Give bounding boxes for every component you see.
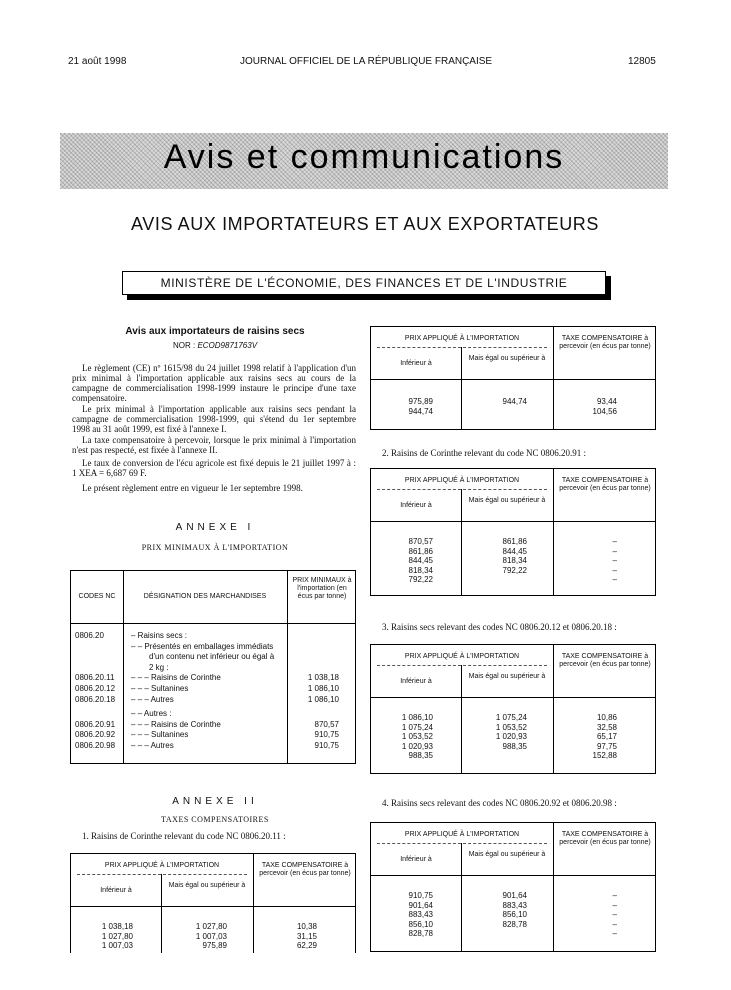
header-divider: [77, 874, 247, 875]
notice-paragraph-3: La taxe compensatoire à percevoir, lorsque le prix minimal à l'importation n'est pas respecté, est fixée à l'annexe II.: [72, 435, 356, 455]
section-title: AVIS AUX IMPORTATEURS ET AUX EXPORTATEURS: [130, 214, 600, 234]
row-code: 0806.20.98: [75, 741, 116, 750]
row-code: 0806.20: [75, 631, 104, 640]
row-inferieur: 1 007,03: [101, 941, 133, 950]
header-mais-egal: Mais égal ou supérieur à: [468, 851, 546, 858]
row-price: 910,75: [314, 730, 339, 740]
row-taxe: –: [612, 900, 617, 910]
column-rule: [553, 645, 554, 773]
header-mais-egal: Mais égal ou supérieur à: [168, 882, 246, 889]
row-inferieur: 1 053,52: [401, 732, 433, 741]
header-prix-applique: PRIX APPLIQUÉ À L'IMPORTATION: [404, 335, 520, 342]
row-inferieur: 1 020,93: [401, 741, 433, 751]
header-inferieur: Inférieur à: [400, 856, 432, 863]
column-rule: [461, 489, 462, 595]
row-price: 1 086,10: [307, 684, 339, 693]
col-header-codes: CODES NC: [78, 593, 116, 600]
header-inferieur: Inférieur à: [400, 502, 432, 509]
row-mais-egal: 1 027,80: [195, 922, 227, 931]
nor-label: NOR :: [172, 341, 196, 350]
header-inferieur: Inférieur à: [100, 887, 132, 894]
row-inferieur: 818,34: [408, 565, 433, 575]
row-price: 1 038,18: [307, 673, 339, 683]
row-taxe: 93,44: [596, 397, 617, 406]
header-divider: [377, 347, 547, 348]
nor-value: ECOD9871763V: [197, 341, 258, 350]
header-prix-applique: PRIX APPLIQUÉ À L'IMPORTATION: [404, 653, 520, 660]
table-1-caption: 1. Raisins de Corinthe relevant du code NC 0806.20.11 :: [82, 831, 286, 841]
row-taxe: 31,15: [296, 931, 317, 941]
row-price: 1 086,10: [307, 694, 339, 704]
row-mais-egal: 828,78: [502, 919, 527, 929]
annex-2-title: ANNEXE II: [172, 796, 258, 807]
row-mais-egal: 988,35: [502, 741, 527, 751]
row-inferieur: 1 038,18: [101, 922, 133, 931]
row-taxe: 62,29: [296, 941, 317, 950]
row-mais-egal: 844,45: [502, 546, 527, 556]
header-rule: [371, 521, 655, 522]
row-code: 0806.20.12: [75, 684, 116, 693]
header-journal: JOURNAL OFFICIEL DE LA RÉPUBLIQUE FRANÇAISE: [240, 56, 493, 67]
row-mais-egal: 818,34: [502, 556, 527, 565]
column-rule: [553, 469, 554, 595]
table-1-continued: [370, 326, 656, 430]
row-taxe: 152,88: [592, 751, 617, 760]
header-rule: [371, 379, 655, 380]
column-rule: [553, 823, 554, 951]
row-inferieur: 792,22: [408, 575, 433, 584]
row-code: 0806.20.92: [75, 730, 116, 740]
row-inferieur: 944,74: [408, 406, 433, 416]
notice-paragraph-2: Le prix minimal à l'importation applicable aux raisins secs pendant la campagne de commercialisation 1998-1999, qui s'étend du 1er septembre 1998 au 31 août 1999, est fixé à l'annexe I.: [72, 404, 356, 434]
header-divider: [377, 843, 547, 844]
header-rule: [371, 697, 655, 698]
row-inferieur: 856,10: [408, 919, 433, 929]
row-designation: 2 kg :: [149, 662, 169, 672]
row-mais-egal: 1 020,93: [495, 732, 527, 741]
table-3: [370, 644, 656, 774]
ministry-box: MINISTÈRE DE L'ÉCONOMIE, DES FINANCES ET DE L'INDUSTRIE: [122, 271, 606, 295]
row-mais-egal: 1 053,52: [495, 722, 527, 732]
notice-paragraph-5: Le présent règlement entre en vigueur le 1er septembre 1998.: [82, 483, 303, 493]
row-taxe: –: [612, 891, 617, 900]
row-inferieur: 1 027,80: [101, 931, 133, 941]
row-mais-egal: 883,43: [502, 900, 527, 910]
column-rule: [461, 843, 462, 951]
header-mais-egal: Mais égal ou supérieur à: [468, 497, 546, 504]
row-inferieur: 975,89: [408, 397, 433, 406]
row-inferieur: 870,57: [408, 537, 433, 546]
row-inferieur: 844,45: [408, 556, 433, 565]
row-taxe: –: [612, 575, 617, 584]
header-taxe-compensatoire: TAXE COMPENSATOIRE à percevoir (en écus par tonne): [559, 477, 651, 492]
header-inferieur: Inférieur à: [400, 360, 432, 367]
header-taxe-compensatoire: TAXE COMPENSATOIRE à percevoir (en écus par tonne): [559, 653, 651, 668]
notice-title: Avis aux importateurs de raisins secs: [125, 326, 305, 337]
row-mais-egal: 856,10: [502, 910, 527, 919]
row-code: 0806.20.91: [75, 719, 116, 729]
notice-paragraph-4: Le taux de conversion de l'écu agricole est fixé depuis le 21 juillet 1997 à : 1 XEA = 6,687 69 F.: [72, 458, 356, 478]
row-taxe: –: [612, 556, 617, 565]
row-inferieur: 901,64: [408, 900, 433, 910]
row-mais-egal: 975,89: [202, 941, 227, 950]
row-designation: – – – Autres: [131, 741, 174, 750]
row-taxe: 65,17: [596, 732, 617, 741]
row-designation: – – Autres :: [131, 709, 172, 719]
column-rule: [461, 665, 462, 773]
row-inferieur: 883,43: [408, 910, 433, 919]
row-mais-egal: 792,22: [502, 565, 527, 575]
row-taxe: 10,86: [596, 713, 617, 722]
row-taxe: 10,38: [296, 922, 317, 931]
row-taxe: 104,56: [592, 406, 617, 416]
row-mais-egal: 901,64: [502, 891, 527, 900]
row-taxe: –: [612, 910, 617, 919]
row-designation: – – – Sultanines: [131, 730, 189, 740]
row-mais-egal: 861,86: [502, 537, 527, 546]
row-inferieur: 1 075,24: [401, 722, 433, 732]
header-taxe-compensatoire: TAXE COMPENSATOIRE à percevoir (en écus par tonne): [559, 335, 651, 350]
row-taxe: –: [612, 929, 617, 938]
header-divider: [377, 665, 547, 666]
column-rule: [161, 874, 162, 953]
header-prix-applique: PRIX APPLIQUÉ À L'IMPORTATION: [104, 862, 220, 869]
header-prix-applique: PRIX APPLIQUÉ À L'IMPORTATION: [404, 477, 520, 484]
row-designation: – – – Raisins de Corinthe: [131, 719, 221, 729]
row-designation: – Raisins secs :: [131, 631, 188, 640]
row-designation: – – – Raisins de Corinthe: [131, 673, 221, 683]
table-1: [70, 853, 356, 953]
row-inferieur: 828,78: [408, 929, 433, 938]
row-designation: – – – Sultanines: [131, 684, 189, 693]
row-code: 0806.20.18: [75, 694, 116, 704]
annex-1-table: [70, 570, 356, 764]
annex-2-subtitle: TAXES COMPENSATOIRES: [161, 815, 269, 824]
row-taxe: –: [612, 919, 617, 929]
table-3-caption: 3. Raisins secs relevant des codes NC 0806.20.12 et 0806.20.18 :: [382, 622, 617, 632]
row-price: 870,57: [314, 719, 339, 729]
notice-nor: [70, 341, 360, 350]
table-4-caption: 4. Raisins secs relevant des codes NC 0806.20.92 et 0806.20.98 :: [382, 798, 617, 808]
col-header-designation: DÉSIGNATION DES MARCHANDISES: [143, 593, 267, 600]
header-rule: [371, 875, 655, 876]
row-taxe: –: [612, 537, 617, 546]
banner-title: Avis et communications: [163, 138, 565, 176]
row-taxe: –: [612, 546, 617, 556]
header-mais-egal: Mais égal ou supérieur à: [468, 673, 546, 680]
row-mais-egal: 944,74: [502, 397, 527, 406]
notice-paragraph-1: Le règlement (CE) nº 1615/98 du 24 juillet 1998 relatif à l'application d'un prix minimal à l'importation applicable aux raisins secs au cours de la campagne de commercialisation 1998-1999 instaure le principe d'une taxe compensatoire.: [72, 363, 356, 403]
header-mais-egal: Mais égal ou supérieur à: [468, 355, 546, 362]
table-2: [370, 468, 656, 596]
header-inferieur: Inférieur à: [400, 678, 432, 685]
row-taxe: –: [612, 565, 617, 575]
header-page-number: 12805: [628, 56, 656, 67]
row-inferieur: 910,75: [408, 891, 433, 900]
annex-1-subtitle: PRIX MINIMAUX À L'IMPORTATION: [141, 543, 289, 552]
row-designation: – – – Autres: [131, 694, 174, 704]
column-rule: [461, 347, 462, 429]
row-code: 0806.20.11: [75, 673, 115, 683]
annex-1-title: ANNEXE I: [175, 522, 255, 533]
row-designation: – – Présentés en emballages immédiats: [131, 641, 274, 651]
table-2-caption: 2. Raisins de Corinthe relevant du code NC 0806.20.91 :: [382, 448, 586, 458]
header-divider: [377, 489, 547, 490]
row-inferieur: 1 086,10: [401, 713, 433, 722]
header-taxe-compensatoire: TAXE COMPENSATOIRE à percevoir (en écus par tonne): [559, 831, 651, 846]
row-taxe: 32,58: [596, 722, 617, 732]
row-mais-egal: 1 075,24: [495, 713, 527, 722]
row-price: 910,75: [314, 741, 339, 750]
header-date: 21 août 1998: [68, 56, 127, 67]
col-header-prix-minimaux: PRIX MINIMAUX à l'importation (en écus par tonne): [292, 577, 352, 600]
row-mais-egal: 1 007,03: [195, 931, 227, 941]
table-4: [370, 822, 656, 952]
row-inferieur: 988,35: [408, 751, 433, 760]
column-rule: [253, 854, 254, 953]
header-prix-applique: PRIX APPLIQUÉ À L'IMPORTATION: [404, 831, 520, 838]
row-inferieur: 861,86: [408, 546, 433, 556]
header-taxe-compensatoire: TAXE COMPENSATOIRE à percevoir (en écus par tonne): [259, 862, 351, 877]
row-taxe: 97,75: [596, 741, 617, 751]
column-rule: [553, 327, 554, 429]
row-designation: d'un contenu net inférieur ou égal à: [149, 652, 275, 662]
header-rule: [71, 906, 355, 907]
